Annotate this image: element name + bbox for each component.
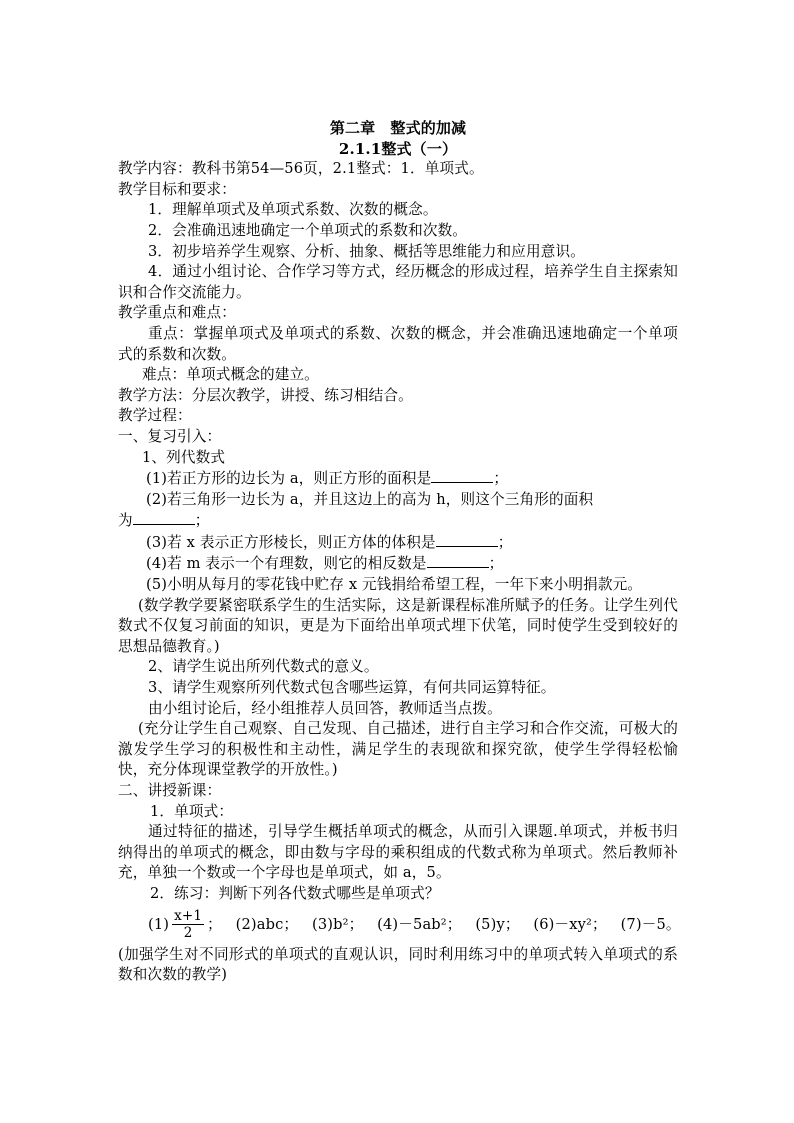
content-line: 教学内容：教科书第54—56页，2.1整式：1．单项式。	[118, 160, 484, 178]
semicolon: ；	[207, 915, 222, 933]
item-2: 2、请学生说出所列代数式的意义。	[148, 658, 379, 676]
document-page	[118, 118, 681, 986]
answer-blank	[431, 468, 493, 483]
question-4	[118, 553, 678, 575]
semicolon: ；	[194, 512, 210, 530]
fraction-denominator: 2	[183, 925, 193, 942]
goals-heading: 教学目标和要求：	[118, 180, 236, 198]
answer-blank	[133, 510, 195, 525]
exercise-6: (6)－xy²；	[533, 915, 607, 933]
process-heading: 教学过程：	[118, 407, 192, 425]
subsection-2: 2．练习：判断下列各代数式哪些是单项式？	[150, 884, 440, 902]
item1-heading: 1、列代数式	[142, 448, 226, 466]
item-3-followup: 由小组讨论后，经小组推荐人员回答，教师适当点拨。	[148, 699, 502, 717]
part2-heading: 二、讲授新课：	[118, 782, 222, 799]
part1-heading: 一、复习引入：	[118, 427, 222, 445]
note-3: (加强学生对不同形式的单项式的直观认识，同时利用练习中的单项式转入单项式的系数和次数的教学)	[118, 945, 678, 984]
subsection-1: 1．单项式：	[150, 802, 234, 820]
goal-item-2: 2．会准确迅速地确定一个单项式的系数和次数。	[148, 221, 468, 239]
exercise-list	[118, 905, 681, 945]
exercise-5: (5)y；	[475, 915, 520, 933]
answer-blank	[436, 532, 498, 547]
goal-item-1: 1．理解单项式及单项式系数、次数的概念。	[148, 201, 438, 219]
question-3-text: (3)若 x 表示正方形棱长，则正方体的体积是	[146, 533, 436, 551]
note-2: (充分让学生自己观察、自己发现、自己描述，进行自主学习和合作交流，可极大的激发学生学习的积极性和主动性，满足学生的表现欲和探究欲，使学生学得轻松愉快，充分体现课堂教学的开放性。)	[118, 720, 678, 779]
difficulty-point: 难点：单项式概念的建立。	[142, 366, 319, 384]
exercise-1-label: (1)	[148, 915, 170, 933]
semicolon: ；	[497, 533, 513, 551]
subsection-1-text: 通过特征的描述，引导学生概括单项式的概念，从而引入课题.单项式，并板书归纳得出的单项式的概念，即由数与字母的乘积组成的代数式称为单项式。然后教师补充，单独一个数或一个字母也是单项式，如 a，5。	[118, 823, 678, 882]
question-1	[118, 468, 678, 490]
goal-item-4: 4．通过小组讨论、合作学习等方式，经历概念的形成过程，培养学生自主探索知识和合作交流能力。	[118, 263, 678, 301]
exercise-2: (2)abc；	[235, 915, 299, 933]
goal-item-3: 3．初步培养学生观察、分析、抽象、概括等思维能力和应用意识。	[148, 242, 586, 260]
question-2-text: 为	[118, 512, 133, 530]
question-2-continued	[118, 510, 678, 532]
question-5: (5)小明从每月的零花钱中贮存 x 元钱捐给希望工程，一年下来小明捐款元。	[146, 576, 643, 594]
question-1-text: (1)若正方形的边长为 a，则正方形的面积是	[146, 470, 432, 488]
chapter-title: 第二章 整式的加减	[329, 119, 467, 137]
note-1: (数学教学要紧密联系学生的生活实际，这是新课程标准所赋予的任务。让学生列代数式不仅复习前面的知识，更是为下面给出单项式埋下伏笔，同时使学生受到较好的思想品德教育。)	[118, 596, 678, 655]
fraction-numerator: x+1	[174, 908, 203, 925]
question-4-text: (4)若 m 表示一个有理数，则它的相反数是	[146, 555, 427, 573]
semicolon: ；	[493, 470, 509, 488]
question-2: (2)若三角形一边长为 a，并且这边上的高为 h，则这个三角形的面积	[146, 490, 594, 508]
fraction	[172, 908, 204, 941]
exercise-3: (3)b²；	[311, 915, 364, 933]
answer-blank	[427, 553, 489, 568]
teaching-method: 教学方法：分层次教学，讲授、练习相结合。	[118, 386, 413, 404]
exercise-4: (4)－5ab²；	[377, 915, 462, 933]
item-3: 3、请学生观察所列代数式包含哪些运算，有何共同运算特征。	[148, 679, 556, 697]
exercise-7: (7)－5。	[620, 915, 681, 933]
question-3	[118, 532, 678, 554]
lesson-subtitle: 2.1.1整式（一）	[338, 139, 458, 158]
key-heading: 教学重点和难点：	[118, 304, 236, 322]
semicolon: ；	[488, 555, 504, 573]
key-point: 重点：掌握单项式及单项式的系数、次数的概念，并会准确迅速地确定一个单项式的系数和次数。	[118, 324, 678, 363]
